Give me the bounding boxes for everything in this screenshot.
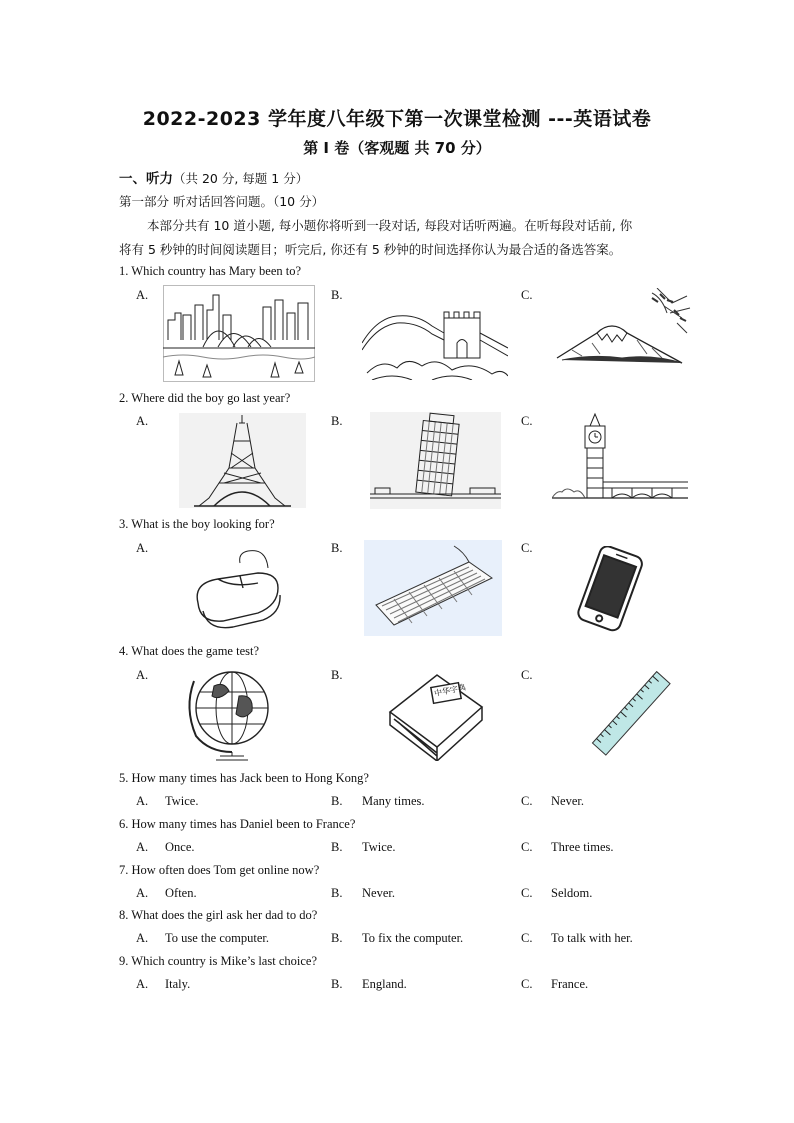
q8-option-b-text[interactable]: To fix the computer. xyxy=(362,931,464,945)
question-8-text: 8. What does the girl ask her dad to do? xyxy=(119,908,318,922)
q9-option-c-label[interactable]: C. xyxy=(521,977,533,991)
listening-title: 一、听力 xyxy=(119,171,173,187)
big-ben-icon xyxy=(552,412,688,509)
question-7-text: 7. How often does Tom get online now? xyxy=(119,863,320,877)
q3-option-a-label[interactable]: A. xyxy=(136,541,149,555)
q4-option-a-label[interactable]: A. xyxy=(136,668,149,682)
q1-option-b-label[interactable]: B. xyxy=(331,288,343,302)
page-title: 2022-2023 学年度八年级下第一次课堂检测 ---英语试卷 xyxy=(142,108,652,130)
q7-option-b-text[interactable]: Never. xyxy=(362,886,395,900)
globe-icon xyxy=(174,666,290,764)
q4-option-c-label[interactable]: C. xyxy=(521,668,533,682)
q2-option-b-label[interactable]: B. xyxy=(331,414,343,428)
q4-option-b-label[interactable]: B. xyxy=(331,668,343,682)
q8-option-c-label[interactable]: C. xyxy=(521,931,533,945)
q9-option-a-text[interactable]: Italy. xyxy=(165,977,191,991)
q1-option-c-label[interactable]: C. xyxy=(521,288,533,302)
ruler-icon xyxy=(582,668,682,760)
q9-option-b-text[interactable]: England. xyxy=(362,977,407,991)
q5-option-c-text[interactable]: Never. xyxy=(551,794,584,808)
listening-score-note: （共 20 分, 每题 1 分） xyxy=(173,171,309,186)
q9-option-b-label[interactable]: B. xyxy=(331,977,343,991)
q7-option-b-label[interactable]: B. xyxy=(331,886,343,900)
q6-option-c-label[interactable]: C. xyxy=(521,840,533,854)
q7-option-a-text[interactable]: Often. xyxy=(165,886,197,900)
q5-option-c-label[interactable]: C. xyxy=(521,794,533,808)
q5-option-a-label[interactable]: A. xyxy=(136,794,149,808)
question-5-text: 5. How many times has Jack been to Hong Kong? xyxy=(119,771,369,785)
q8-option-b-label[interactable]: B. xyxy=(331,931,343,945)
question-3-text: 3. What is the boy looking for? xyxy=(119,517,275,531)
mobile-phone-icon xyxy=(574,546,650,632)
great-wall-icon xyxy=(362,288,508,380)
q8-option-a-text[interactable]: To use the computer. xyxy=(165,931,269,945)
eiffel-tower-icon xyxy=(179,413,306,508)
q6-option-a-label[interactable]: A. xyxy=(136,840,149,854)
question-4-text: 4. What does the game test? xyxy=(119,644,260,658)
part1-title: 第一部分 听对话回答问题。（10 分） xyxy=(119,194,325,209)
q5-option-b-label[interactable]: B. xyxy=(331,794,343,808)
q5-option-b-text[interactable]: Many times. xyxy=(362,794,425,808)
question-1-text: 1. Which country has Mary been to? xyxy=(119,264,302,278)
instructions-line-1: 本部分共有 10 道小题, 每小题你将听到一段对话, 每段对话听两遍。在听每段对话前, 你 xyxy=(147,218,633,233)
q8-option-a-label[interactable]: A. xyxy=(136,931,149,945)
q6-option-c-text[interactable]: Three times. xyxy=(551,840,614,854)
leaning-tower-pisa-icon xyxy=(370,412,501,509)
q2-option-c-label[interactable]: C. xyxy=(521,414,533,428)
computer-mouse-icon xyxy=(178,543,308,636)
section-subtitle: 第 I 卷（客观题 共 70 分） xyxy=(303,139,491,157)
q6-option-b-text[interactable]: Twice. xyxy=(362,840,396,854)
mount-fuji-icon xyxy=(552,288,692,380)
q6-option-a-text[interactable]: Once. xyxy=(165,840,195,854)
q7-option-c-text[interactable]: Seldom. xyxy=(551,886,593,900)
question-2-text: 2. Where did the boy go last year? xyxy=(119,391,291,405)
q7-option-c-label[interactable]: C. xyxy=(521,886,533,900)
question-6-text: 6. How many times has Daniel been to France? xyxy=(119,817,356,831)
keyboard-icon xyxy=(364,540,502,636)
q8-option-c-text[interactable]: To talk with her. xyxy=(551,931,633,945)
book-cover-label: 中华字典 xyxy=(433,682,467,699)
q1-option-a-label[interactable]: A. xyxy=(136,288,149,302)
q2-option-a-label[interactable]: A. xyxy=(136,414,149,428)
q7-option-a-label[interactable]: A. xyxy=(136,886,149,900)
q9-option-c-text[interactable]: France. xyxy=(551,977,589,991)
q3-option-c-label[interactable]: C. xyxy=(521,541,533,555)
q9-option-a-label[interactable]: A. xyxy=(136,977,149,991)
q6-option-b-label[interactable]: B. xyxy=(331,840,343,854)
q3-option-b-label[interactable]: B. xyxy=(331,541,343,555)
dictionary-book-icon xyxy=(382,667,488,761)
instructions-line-2: 将有 5 秒钟的时间阅读题目；听完后, 你还有 5 秒钟的时间选择你认为最合适的备选答案。 xyxy=(119,242,622,257)
sydney-opera-house-icon xyxy=(163,285,315,382)
q5-option-a-text[interactable]: Twice. xyxy=(165,794,199,808)
listening-heading xyxy=(119,167,308,187)
question-9-text: 9. Which country is Mike’s last choice? xyxy=(119,954,317,968)
